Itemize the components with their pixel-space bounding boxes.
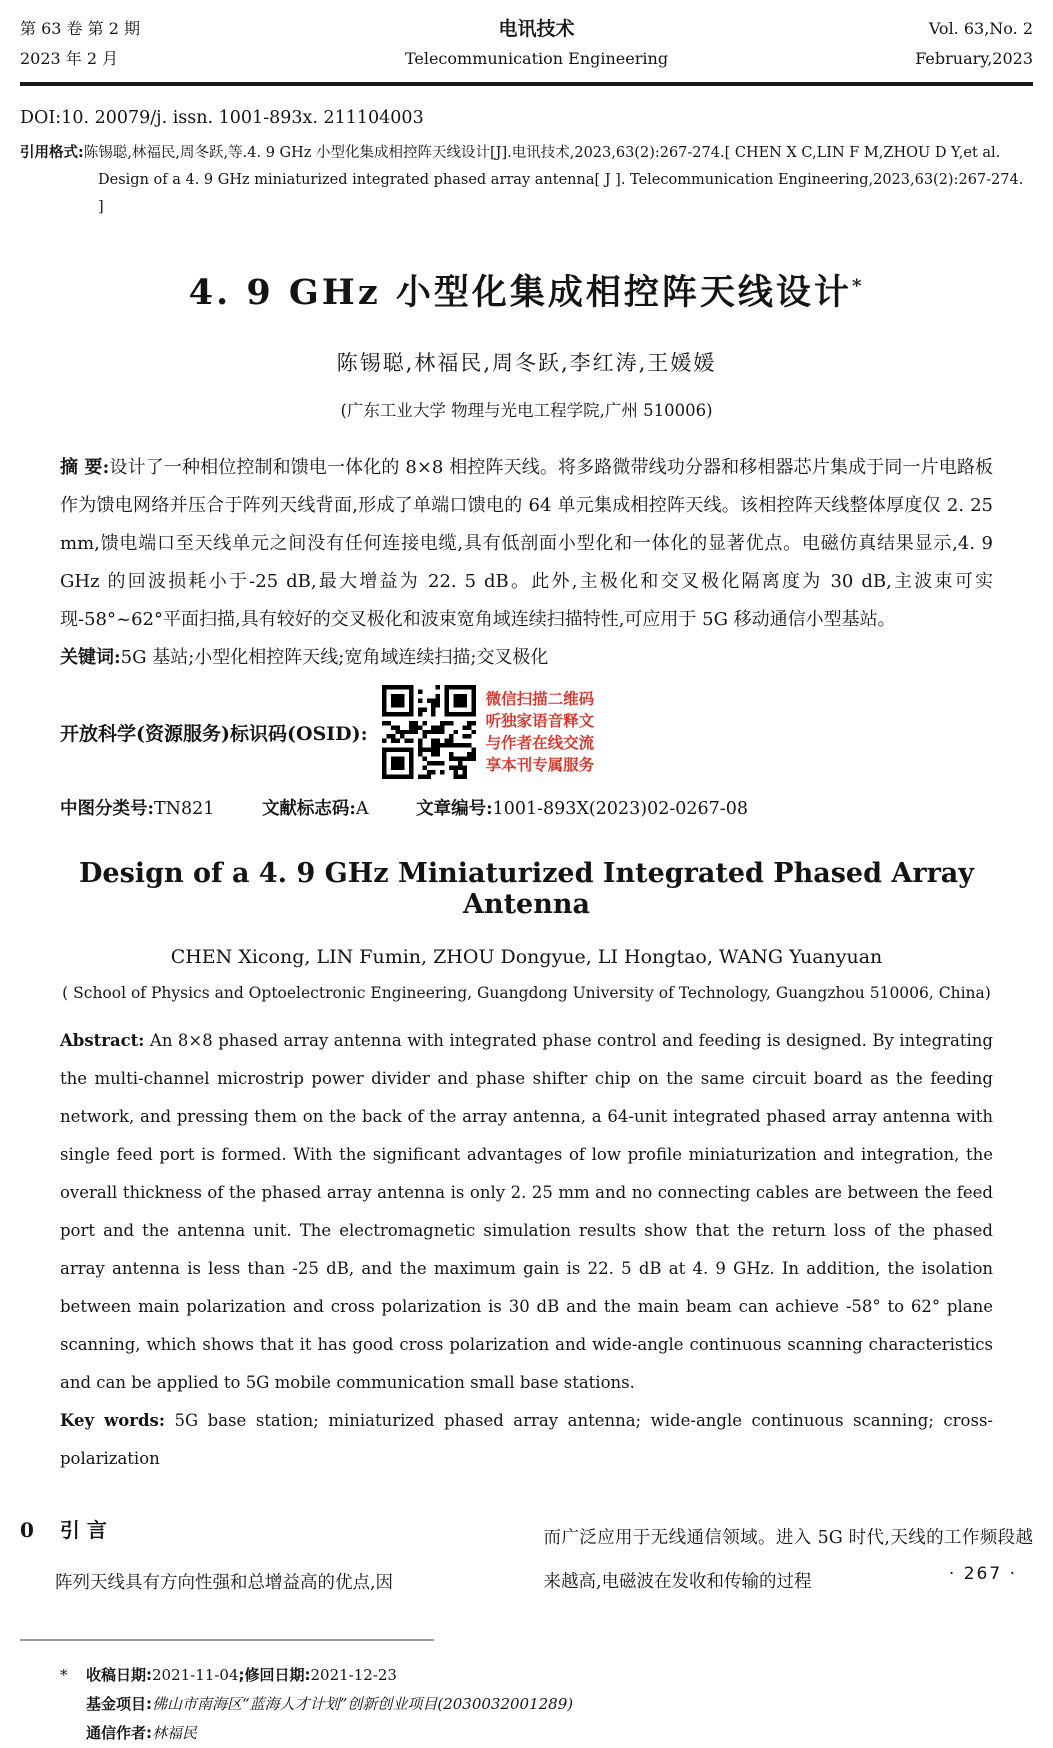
- doc-code-value: A: [355, 799, 369, 819]
- qr-caption-line: 与作者在线交流: [485, 734, 595, 752]
- footnote-block: [20, 1661, 1033, 1748]
- qr-caption: [486, 688, 595, 776]
- issue-date-en: February,2023: [915, 49, 1033, 68]
- qr-caption-line: 享本刊专属服务: [485, 756, 595, 774]
- revised-label: ;修回日期:: [238, 1666, 311, 1684]
- doi: DOI:10. 20079/j. issn. 1001-893x. 211104003: [20, 108, 424, 128]
- section-number: 0: [20, 1518, 34, 1542]
- left-column: [20, 1504, 510, 1605]
- right-column: [544, 1504, 1034, 1605]
- citation-line1: 陈锡聪,林福民,周冬跃,等.4. 9 GHz 小型化集成相控阵天线设计[J].电讯技术,2023,63(2):267-274.[ CHEN X C,LIN F M,ZHOU D Y,et al.: [83, 145, 1001, 161]
- classification-row: [60, 795, 993, 820]
- clc-value: TN821: [153, 799, 215, 819]
- keywords-en-text: 5G base station; miniaturized phased array antenna; wide-angle continuous scanning; cross-polarization: [60, 1411, 993, 1468]
- doc-code-label: 文献标志码:: [261, 799, 356, 819]
- body-columns: [20, 1504, 1033, 1605]
- qr-caption-line: 微信扫描二维码: [485, 690, 595, 708]
- abstract-cn: [60, 449, 993, 639]
- corresponding-label: 通信作者:: [86, 1724, 152, 1742]
- section-heading-intro: [20, 1514, 510, 1543]
- keywords-cn-text: 5G 基站;小型化相控阵天线;宽角域连续扫描;交叉极化: [120, 647, 549, 668]
- osid-label: 开放科学(资源服务)标识码(OSID):: [60, 722, 368, 745]
- qr-code: [382, 685, 476, 779]
- journal-header: [20, 14, 1033, 74]
- keywords-cn: [60, 639, 993, 677]
- fund-label: 基金项目:: [86, 1695, 152, 1713]
- page-number: · 267 ·: [948, 1564, 1017, 1584]
- authors-en: CHEN Xicong, LIN Fumin, ZHOU Dongyue, LI Hongtao, WANG Yuanyuan: [170, 946, 883, 968]
- received-label: 收稿日期:: [86, 1666, 152, 1684]
- footnote-rule: [20, 1639, 434, 1641]
- journal-name-en: Telecommunication Engineering: [404, 49, 669, 68]
- volume-issue-cn: 第 63 卷 第 2 期: [20, 19, 140, 38]
- journal-name-cn: 电讯技术: [498, 18, 575, 40]
- citation-block: [20, 140, 1033, 221]
- affiliation-en: ( School of Physics and Optoelectronic Engineering, Guangdong University of Technology, Guangzhou 510006, China): [62, 984, 991, 1002]
- revised-date: 2021-12-23: [310, 1666, 397, 1684]
- section-title: 引 言: [59, 1518, 107, 1542]
- abstract-en-label: Abstract:: [60, 1031, 145, 1050]
- abstract-en-text: An 8×8 phased array antenna with integrated phase control and feeding is designed. By integrating the multi-channel microstrip power divider and phase shifter chip on the same circuit board as the feeding network, and pressing them on the back of the array antenna, a 64-unit integrated phased array antenna with single feed port is formed. With the significant advantages of low profile miniaturization and integration, the overall thickness of the phased array antenna is only 2. 25 mm and no connecting cables are between the feed port and the antenna unit. The electromagnetic simulation results show that the return loss of the phased array antenna is less than -25 dB, and the maximum gain is 22. 5 dB at 4. 9 GHz. In addition, the isolation between main polarization and cross polarization is 30 dB and the main beam can achieve -58° to 62° plane scanning, which shows that it has good cross polarization and wide-angle continuous scanning characteristics and can be applied to 5G mobile communication small base stations.: [60, 1031, 993, 1392]
- fund-value: 佛山市南海区“蓝海人才计划”创新创业项目(2030032001289): [152, 1695, 574, 1713]
- article-title-en: Design of a 4. 9 GHz Miniaturized Integrated Phased Array Antenna: [79, 858, 974, 920]
- header-rule: [20, 82, 1033, 86]
- intro-paragraph-right: 而广泛应用于无线通信领域。进入 5G 时代,天线的工作频段越来越高,电磁波在发收和传输的过程: [543, 1528, 1033, 1592]
- corresponding-value: 林福民: [152, 1724, 198, 1742]
- clc-label: 中图分类号:: [60, 799, 154, 819]
- issue-date-cn: 2023 年 2 月: [20, 49, 119, 68]
- keywords-cn-label: 关键词:: [60, 647, 121, 668]
- citation-label: 引用格式:: [20, 145, 84, 161]
- qr-caption-line: 听独家语音释文: [485, 712, 595, 730]
- intro-paragraph-left: 阵列天线具有方向性强和总增益高的优点,因: [55, 1573, 394, 1593]
- keywords-en: [60, 1402, 993, 1478]
- affiliation-cn: (广东工业大学 物理与光电工程学院,广州 510006): [340, 401, 713, 420]
- volume-issue-en: Vol. 63,No. 2: [928, 19, 1033, 38]
- article-id-value: 1001-893X(2023)02-0267-08: [492, 799, 748, 819]
- keywords-en-label: Key words:: [60, 1411, 165, 1430]
- abstract-cn-text: 设计了一种相位控制和馈电一体化的 8×8 相控阵天线。将多路微带线功分器和移相器芯片集成于同一片电路板作为馈电网络并压合于阵列天线背面,形成了单端口馈电的 64 单元集成相控阵天线。该相控阵天线整体厚度仅 2. 25 mm,馈电端口至天线单元之间没有任何连接电缆,具有低剖面小型化和一体化的显著优点。电磁仿真结果显示,4. 9 GHz 的回波损耗小于-25 dB,最大增益为 22. 5 dB。此外,主极化和交叉极化隔离度为 30 dB,主波束可实现-58°~62°平面扫描,具有较好的交叉极化和波束宽角域连续扫描特性,可应用于 5G 移动通信小型基站。: [60, 457, 993, 630]
- article-id-label: 文章编号:: [416, 799, 493, 819]
- osid-row: [60, 685, 993, 779]
- received-date: 2021-11-04: [152, 1666, 239, 1684]
- article-title-cn: 4. 9 GHz 小型化集成相控阵天线设计*: [188, 272, 865, 313]
- footnote-mark: *: [60, 1666, 68, 1684]
- abstract-en: [60, 1022, 993, 1402]
- title-footnote-mark: *: [851, 275, 865, 297]
- authors-cn: 陈锡聪,林福民,周冬跃,李红涛,王媛媛: [336, 351, 717, 375]
- citation-line2: Design of a 4. 9 GHz miniaturized integrated phased array antenna[ J ]. Telecommunication Engineering,2023,63(2):267-274. ]: [98, 172, 1024, 215]
- abstract-cn-label: 摘 要:: [60, 457, 110, 478]
